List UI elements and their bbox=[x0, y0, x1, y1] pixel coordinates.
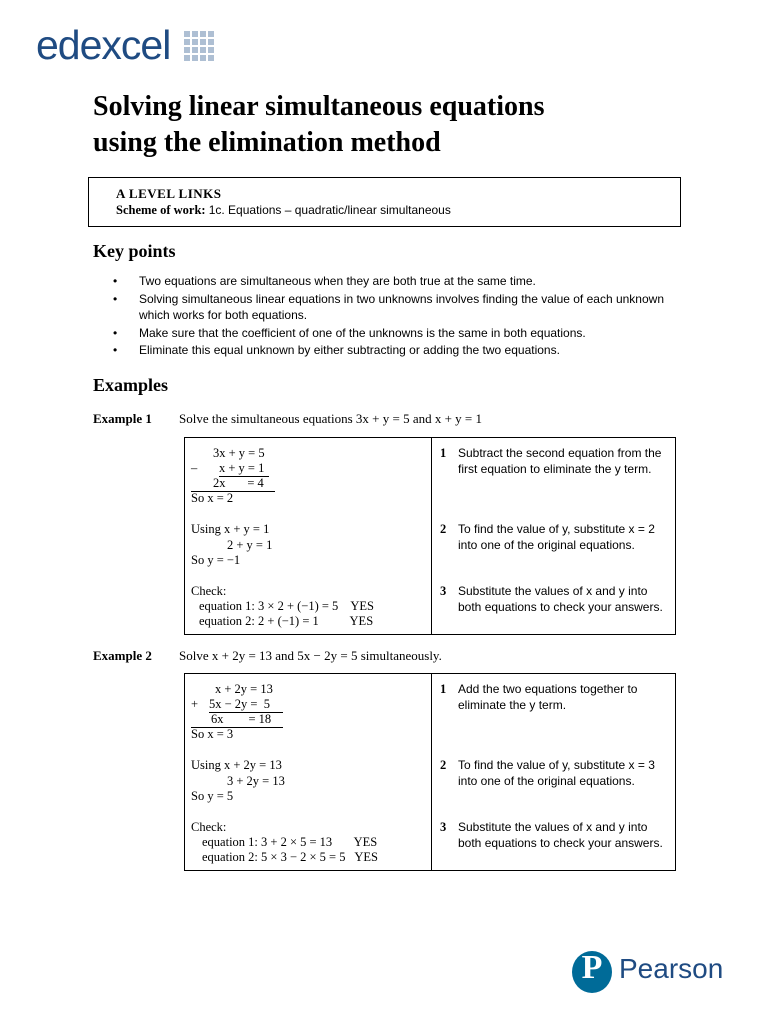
ex1-step-2-number: 2 bbox=[440, 522, 447, 536]
title-line-2: using the elimination method bbox=[93, 127, 441, 158]
example-2-question: Solve x + 2y = 13 and 5x − 2y = 5 simultaneously. bbox=[179, 648, 442, 663]
example-2-box bbox=[184, 673, 676, 871]
ex1-line-4: So x = 2 bbox=[191, 491, 234, 505]
page-title bbox=[93, 89, 713, 161]
ex2-line-8: Check: bbox=[191, 820, 227, 834]
key-points-heading: Key points bbox=[93, 241, 176, 261]
ex1-step-1-number: 1 bbox=[440, 446, 447, 460]
ex2-line-6: 3 + 2y = 13 bbox=[227, 774, 285, 788]
ex1-operator: – bbox=[191, 461, 198, 475]
ex1-line-10: equation 2: 2 + (−1) = 1 YES bbox=[199, 614, 374, 628]
ex1-step-2-text: To find the value of y, substitute x = 2 into one of the original equations. bbox=[458, 522, 655, 552]
list-item: • Solving simultaneous linear equations in two unknowns involves finding the value of each unknown which works for both equations. bbox=[113, 291, 673, 324]
ex2-line-2: 5x − 2y = 5 bbox=[209, 697, 283, 713]
ex2-line-7: So y = 5 bbox=[191, 789, 234, 803]
a-level-links-box bbox=[88, 177, 681, 227]
ex2-line-5: Using x + 2y = 13 bbox=[191, 758, 282, 772]
ex2-step-1-text: Add the two equations together to eliminate the y term. bbox=[458, 682, 638, 712]
example-2-label: Example 2 bbox=[93, 648, 152, 663]
ex2-line-10: equation 2: 5 × 3 − 2 × 5 = 5 YES bbox=[202, 850, 378, 864]
list-item: • Two equations are simultaneous when they are both true at the same time. bbox=[113, 273, 673, 290]
ex2-step-3-text: Substitute the values of x and y into both equations to check your answers. bbox=[458, 820, 663, 850]
grid-icon bbox=[184, 31, 214, 61]
ex2-line-9: equation 1: 3 + 2 × 5 = 13 YES bbox=[202, 835, 378, 849]
pearson-mark-letter: P bbox=[581, 949, 603, 986]
ex2-line-1: x + 2y = 13 bbox=[215, 682, 273, 696]
ex1-line-2: x + y = 1 bbox=[219, 461, 269, 477]
scheme-of-work bbox=[116, 203, 451, 218]
ex1-step-1-text: Subtract the second equation from the first equation to eliminate the y term. bbox=[458, 446, 662, 476]
ex2-operator: + bbox=[191, 697, 199, 711]
list-item: • Make sure that the coefficient of one of the unknowns is the same in both equations. bbox=[113, 325, 673, 342]
example-1-question: Solve the simultaneous equations 3x + y = 5 and x + y = 1 bbox=[179, 411, 483, 426]
ex2-line-3: 6x = 18 bbox=[191, 712, 283, 728]
title-line-1: Solving linear simultaneous equations bbox=[93, 91, 545, 122]
ex2-step-2-number: 2 bbox=[440, 758, 447, 772]
ex1-line-3: 2x = 4 bbox=[191, 476, 275, 492]
pearson-brand: Pearson bbox=[619, 953, 724, 984]
ex1-line-6: 2 + y = 1 bbox=[227, 538, 273, 552]
ex1-line-1: 3x + y = 5 bbox=[213, 446, 265, 460]
scheme-value: 1c. Equations – quadratic/linear simultaneous bbox=[208, 203, 451, 217]
pearson-logo-icon bbox=[572, 951, 612, 993]
ex1-line-9: equation 1: 3 × 2 + (−1) = 5 YES bbox=[199, 599, 374, 613]
ex2-step-2-text: To find the value of y, substitute x = 3 into one of the original equations. bbox=[458, 758, 655, 788]
ex1-step-3-text: Substitute the values of x and y into both equations to check your answers. bbox=[458, 584, 663, 614]
ex2-step-1-number: 1 bbox=[440, 682, 447, 696]
example-1-label: Example 1 bbox=[93, 411, 152, 426]
ex1-line-5: Using x + y = 1 bbox=[191, 522, 270, 536]
ex1-line-8: Check: bbox=[191, 584, 227, 598]
key-points-list bbox=[113, 273, 673, 360]
example-1-box bbox=[184, 437, 676, 635]
ex1-line-7: So y = −1 bbox=[191, 553, 241, 567]
list-item: • Eliminate this equal unknown by either subtracting or adding the two equations. bbox=[113, 342, 673, 359]
ex2-step-3-number: 3 bbox=[440, 820, 447, 834]
ex1-step-3-number: 3 bbox=[440, 584, 447, 598]
examples-heading: Examples bbox=[93, 375, 169, 395]
links-heading: A LEVEL LINKS bbox=[116, 186, 222, 201]
edexcel-logo: edexcel bbox=[36, 22, 171, 68]
scheme-label: Scheme of work: bbox=[116, 203, 206, 217]
ex2-line-4: So x = 3 bbox=[191, 727, 234, 741]
